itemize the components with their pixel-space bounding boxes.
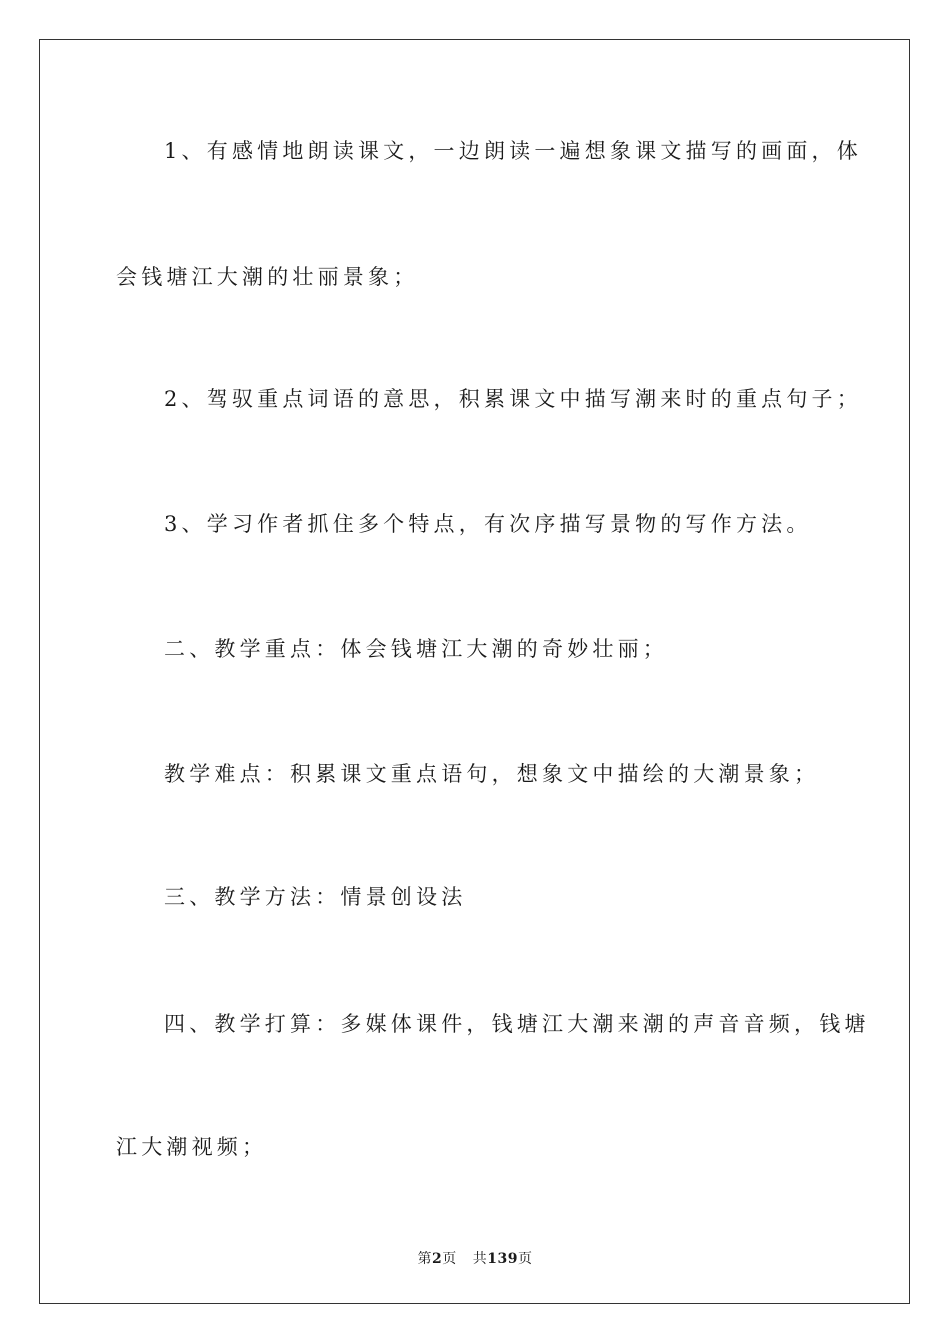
teaching-difficulty: 教学难点：积累课文重点语句，想象文中描绘的大潮景象； [164, 762, 820, 786]
page-prefix: 第 [417, 1251, 432, 1267]
teaching-focus: 二、教学重点：体会钱塘江大潮的奇妙壮丽； [164, 637, 668, 661]
page-footer [0, 1248, 950, 1268]
objective-2: 2、驾驭重点词语的意思，积累课文中描写潮来时的重点句子； [164, 387, 862, 411]
page-number: 2 [432, 1251, 443, 1267]
objective-1-line-1: 1、有感情地朗读课文，一边朗读一遍想象课文描写的画面，体 [164, 139, 862, 163]
teaching-preparation-line-2: 江大潮视频； [116, 1135, 268, 1159]
objective-3: 3、学习作者抓住多个特点，有次序描写景物的写作方法。 [164, 512, 812, 536]
teaching-preparation-line-1: 四、教学打算：多媒体课件，钱塘江大潮来潮的声音音频，钱塘 [164, 1012, 870, 1036]
total-suffix: 页 [517, 1251, 533, 1267]
total-pages: 139 [487, 1251, 518, 1267]
page-suffix: 页 [442, 1251, 457, 1267]
teaching-method: 三、教学方法：情景创设法 [164, 885, 467, 909]
total-prefix: 共 [472, 1251, 488, 1267]
objective-1-line-2: 会钱塘江大潮的壮丽景象； [116, 265, 419, 289]
page-frame [39, 39, 910, 1304]
